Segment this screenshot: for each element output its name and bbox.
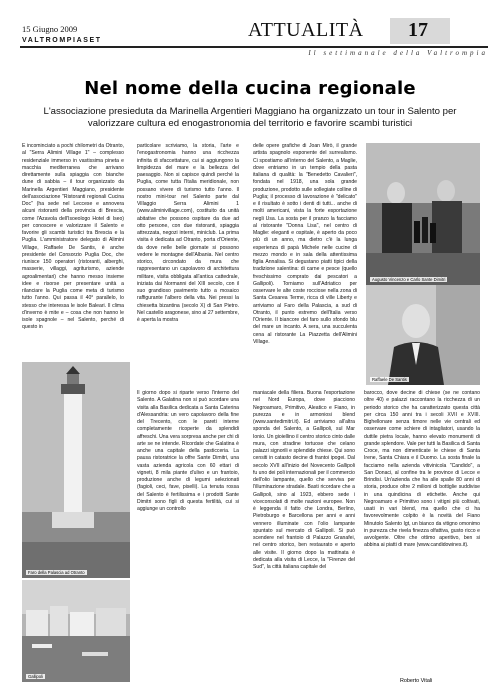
article-column-6 [364,390,480,680]
publication-name: VALTROMPIASET [22,37,102,44]
gallipoli-photo [22,580,130,682]
article-column-2 [137,143,239,358]
portrait-photo-caption: Raffaele De Santis [372,377,407,382]
column-text: delle opere grafiche di Joan Mirò, il grande artista spagnolo esponente del surrealismo. Ci spostiamo all'interno del Salento, a Maglie, dove entriamo in un tempio della pasta italiana di qualità: la "Benedetto Cavalieri", fondata nel 1918, una sola grande produzione, prodotto sulle sollegiate colline di Puglia; il processo di lavorazione è "delicato" e il risultato è sotto i denti di tutti... anche di molti americani, vista la forte esportazione negli Usa. La sosta per il pranzo la facciamo al ristorante "Donna Lisa", nel centro di Maglie: eleganti e ospitale, è aperto da poco più di un anno, ma dietro c'è la lunga esperienza di papà Michele nelle cucine di mezzo mondo e in sala della attentissima figlia Annalisa. Si degustano piatti tipici della tradizione salentina: di carne e pesce (quello freschissimo comprato dai pescatori a Gallipoli). Torniamo sull'Adriatico per osservare le alte coste rocciose nella zona di Santa Cesarea Terme, ricca di ville Liberty e arriviamo al Faro della Palascia, a sud di Otranto, il punto estremo dell'Italia verso l'Oriente. Il biancore del faro sullo sfondo blu del mare un incanto. A sera, una succulenta cena al ristorante La Piazzetta dell'Alimini Village. [253,143,357,345]
lighthouse-photo-image [22,362,130,578]
people-photo-image [366,143,480,285]
section-title: ATTUALITÀ [248,19,364,41]
gallipoli-photo-image [22,580,130,682]
article-standfirst: L'associazione presieduta da Marinella Argentieri Maggiano ha organizzato un tour in Salento per valorizzare cultura ed enogastronomia del territorio e favorire scambi turistici [43,106,457,129]
people-photo [366,143,480,285]
column-text: particolare scriviamo, la storia, l'arte e l'enogastronomia hanno una ricchezza infinita di sfaccettature, cui si aggiungono la limpidezza del mare e la bellezza del paesaggio. Non si capisce quindi perché la Puglia, come tutta l'Italia meridionale, non possano vivere di turismo tutto l'anno. Il nostro mini-tour nel Salento parte dal Villaggio Serra Alimini 1 (www.aliminivillage.com), costituito da unità abitative che possono ospitare da due ad otto persone, con due ristoranti, spiaggia attrezzata, negozi interni, miniclub. La prima visita è dedicata ad Otranto, porta d'Oriente, da dove nelle belle giornate si possono vedere le montagne dell'Albania. Nel centro storico, circondato da mura che rappresentano un capolavoro di architettura militare, visita obbligata all'antica cattedrale, iniziata dai Normanni del XIII secolo, con il suo grandioso pavimento tutto a mosaico raffigurante l'albero della vita. Nei pressi la chiesetta bizantina (secolo X) di San Pietro. Nel castello aragonese, sino al 27 settembre, è aperta la mostra [137,143,239,323]
article-column-5 [253,390,355,685]
author-byline: Roberto Vitali [400,678,433,684]
portrait-photo [366,285,480,385]
article-headline: Nel nome della cucina regionale [84,78,416,99]
article-column-1 [22,143,124,358]
lighthouse-photo-caption: Faro della Palascia ad Otranto [28,570,85,575]
article-column-4 [137,390,239,685]
tagline: Il settimanale della Valtrompia [308,49,488,57]
issue-date: 15 Giugno 2009 [22,24,78,34]
page-number: 17 [408,19,428,41]
lighthouse-photo [22,362,130,578]
people-photo-caption: Augusto Vincenzo e Carlo Sante Dimitri [372,277,446,282]
column-text: Il giorno dopo si riparte verso l'interno del Salento. A Galatina non si può scordare una visita alla Basilica dedicata a Santa Caterina d'Alessandria: un vero capolavoro della fine del Trecento, con le pareti interne completamente ricoperte da splendidi affreschi. Una vera sorpresa anche per chi di arte se ne intende. Ricordate che Galatina è anche una capitale della pasticceria. La pausa ristoratrice la offre Sante Dimitri, una vasta azienda agricola con 60 ettari di vigneti, 8 mila piante d'ulivo e un frantoio, produzione anche di legumi selezionati (fagioli, ceci, fave, piselli). La tenuta rossa del Salento è fertilissima e i prodotti Sante Dimitri sono figli di questa fertilità, cui si aggiunge un controllo [137,390,239,512]
column-text: maniacale della filiera. Buona l'esportazione nel Nord Europa, dove piacciono Negroamaro, Primitivo, Aleatico e Fiano, in purezza e in armoniosi blend (www.santedimitri.it). Ed arriviamo all'altra sponda del Salento, a Gallipoli, sul Mar Ionio. Un gioiellino il centro storico cinto dalle mura, con stradine tortuose che celano palazzi signorili e splendide chiese. Qui sono censiti in catasto decine di frantoi ipogei. Dal secolo XVII all'inizio del Novecento Gallipoli fu uno dei poli internazionali per il commercio dell'olio lampante, quello che serviva per l'illuminazione stradale. Basti ricordare che a Gallipoli, sino al 1923, ebbero sede i viceconsolati di molte nazioni europee. Non è leggenda il fatto che Londra, Berlino, Pietroburgo e Barcellona per anni e anni vennero illuminate con l'olio lampante spuntato sul mercato di Gallipoli. Si può scendere nel frantoio di Palazzo Granafei, nel centro storico, ben restaurato e aperto alle visite. Il giorno dopo la mattinata è dedicata alla visita di Lecce, la "Firenze del Sud", la città italiana capitale del [253,390,355,570]
portrait-photo-image [366,285,480,385]
header-rule [20,46,488,48]
column-text: È incominciato a pochi chilometri da Otranto, al "Serra Alimini Village 1" – complesso residenziale immerso in vastissima pineta e macchia mediterranea che arrivano direttamente sulla spiaggia con bianche dune di sabbia – il tour organizzato da Marinella Argentieri Maggiano, presidente dell'associazione "Ristoranti regionali Cucina Doc" (ha sede nel Leccese e annovera alcuni ristoranti della provincia di Brescia, come l'Azavola dell'Isoeologo Hotel di Iseo) per conoscere e valorizzare il Salento e favorire gli scambi turistici tra Brescia e la Puglia. L'amministratore delegato di Alimini Village, Raffaele De Santis, è anche presidente del Consorzio Puglia Doc, che riunisce 150 operatori (ristoranti, alberghi, masserie, villaggi, agriturismo, aziende agroalimentari) che hanno messo insieme idee e risorse per presentare unità a rilanciare la Puglia come meta di turismo tutto l'anno. Qui passa il 40° parallelo, lo stesso che interessa le isole Baleari. Il clima d'inverno è mite e – cosa che non hanno le isole spagnole – nel Salento, perché di questo in [22,143,124,331]
gallipoli-photo-caption: Gallipoli [28,674,43,679]
column-text: barocco, dove decine di chiese (se ne contano oltre 40) e palazzi raccontano la ricchezza di un periodo storico che ha caratterizzato questa città per circa 150 anni tra i secoli XVII e XVIII. Bighellonare senza timore nelle vie centrali ed osservare come schiere di intagliatori, usando la duttile pietra locale, hanno elevato monumenti di grande splendore. Vale per tutti la Basilica di Santa Croce, ma non dimenticate le chiese di Santa Irene, Santa Chiara e il Duomo. La sosta finale la facciamo nella azienda vitivinicola "Candido", a San Donaci, al confine tra le province di Lecce e Brindisi. Un'azienda che ha alle spalle 80 anni di storia, produce oltre 2 milioni di bottiglie suddivise in una quindicina di etichette. Anche qui Negroamaro e Primitivo sono i vitigni più coltivati, usati in vari blend, ma quello che ci ha favorevolmente colpito è la novità del Fiano Minutolo Salento Igt, un bianco da vitigno omonimo in purezza che rivela finezza olfattiva, gusto ricco e avvolgente. Oltre che ottimo aperitivo, ben si abbina ai piatti di mare (www.candidowines.it). [364,390,480,549]
article-column-3 [253,143,357,383]
